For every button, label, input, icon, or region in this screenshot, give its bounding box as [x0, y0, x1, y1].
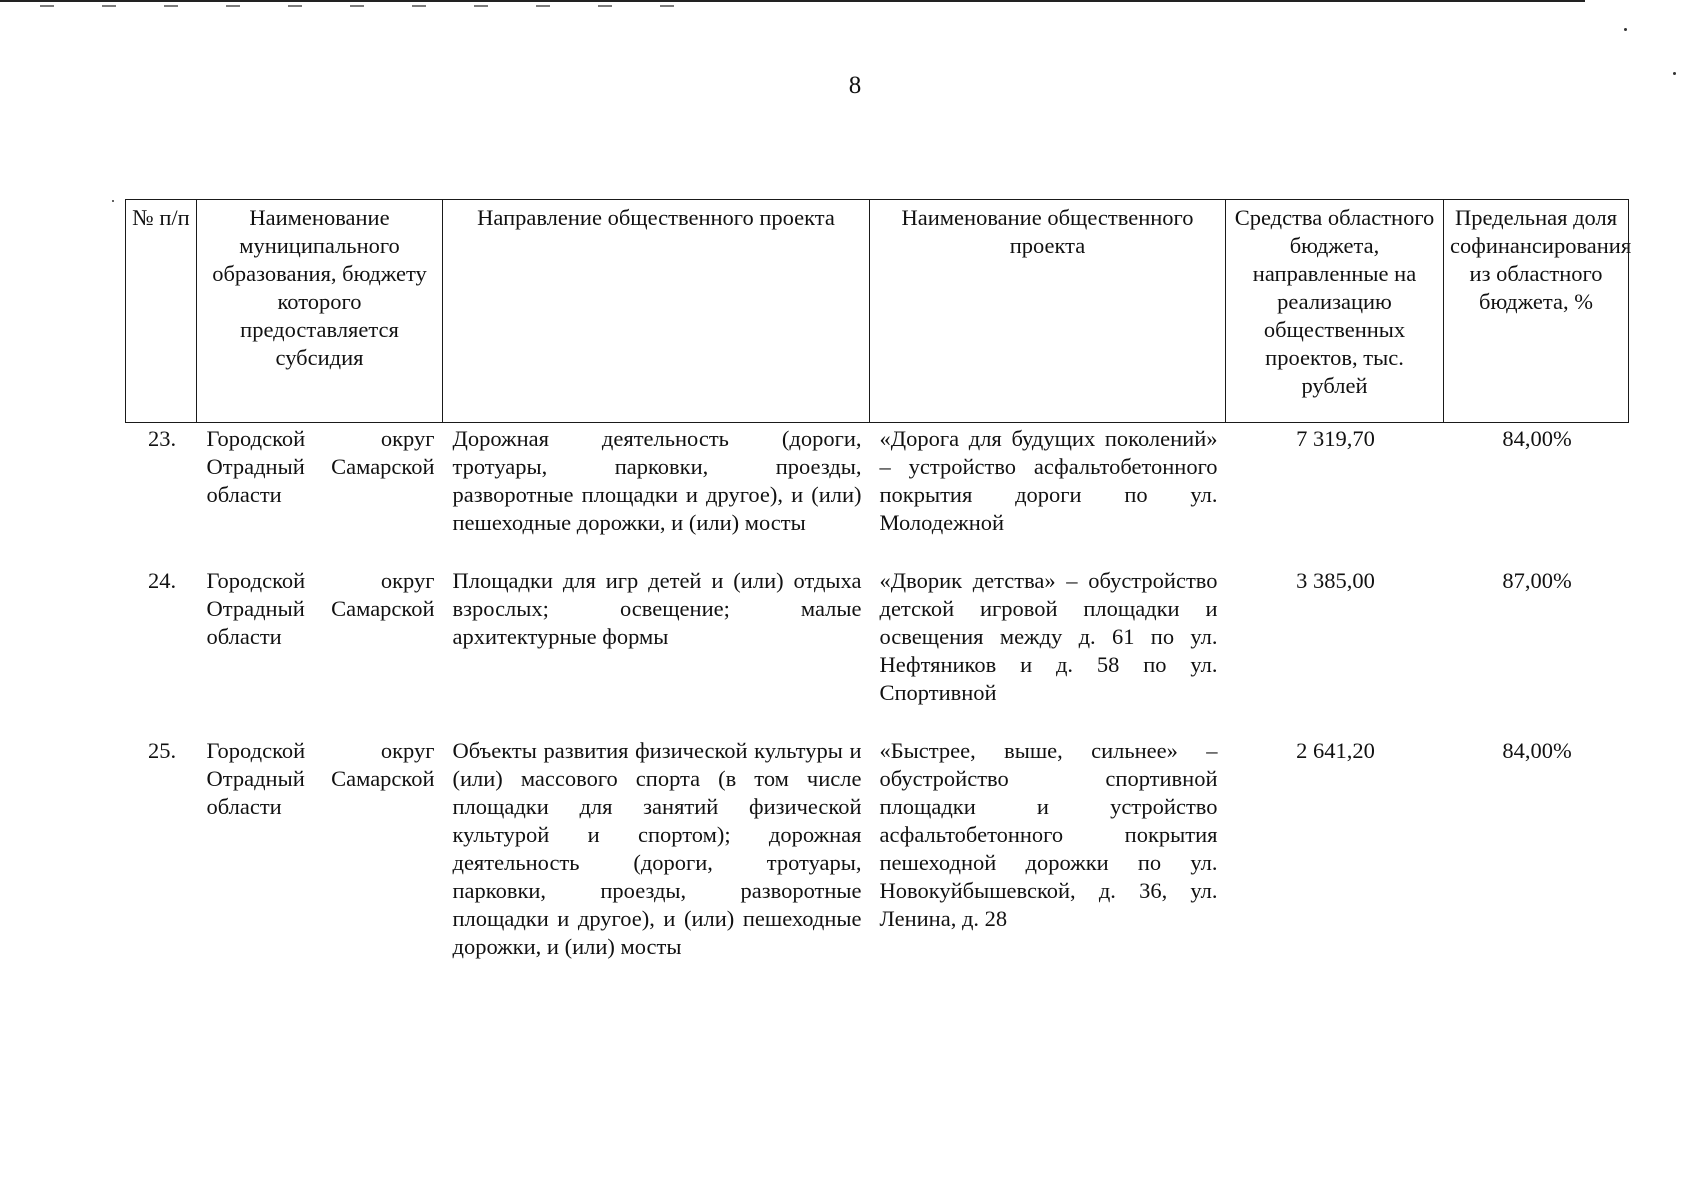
row-municipality: Городской округ Отрадный Самарской области [206, 426, 435, 507]
row-funds: 2 641,20 [1296, 738, 1375, 763]
header-share: Предельная доля софинансирования из областного бюджета, % [1444, 200, 1629, 423]
row-share: 84,00% [1502, 738, 1572, 763]
row-municipality: Городской округ Отрадный Самарской области [206, 568, 435, 649]
row-share: 84,00% [1502, 426, 1572, 451]
scan-speck [112, 200, 114, 202]
header-direction: Направление общественного проекта [443, 200, 870, 423]
table-row [126, 735, 1629, 989]
table-row [126, 423, 1629, 566]
header-project: Наименование общественного проекта [870, 200, 1226, 423]
row-direction: Объекты развития физической культуры и (или) массового спорта (в том числе площадки для занятий физической культурой и спортом); дорожная деятельность (дороги, тротуары, парковки, проезды, разворотные площадки и другое), и (или) пешеходные дорожки, и (или) мосты [452, 738, 862, 959]
page-number: 8 [848, 72, 862, 99]
row-num: 23. [147, 426, 177, 451]
scan-border-line [0, 0, 1585, 2]
row-share: 87,00% [1502, 568, 1572, 593]
table-header-row [126, 200, 1629, 423]
row-num: 25. [147, 738, 177, 763]
row-direction: Дорожная деятельность (дороги, тротуары, парковки, проезды, разворотные площадки и другое), и (или) пешеходные дорожки, и (или) мосты [452, 426, 862, 535]
header-num: № п/п [126, 200, 197, 423]
row-project: «Быстрее, выше, сильнее» – обустройство спортивной площадки и устройство асфальтобетонного покрытия пешеходной дорожки по ул. Новокуйбышевской, д. 36, ул. Ленина, д. 28 [879, 738, 1218, 931]
row-num: 24. [147, 568, 177, 593]
subsidy-table [125, 199, 1632, 989]
row-project: «Дворик детства» – обустройство детской игровой площадки и освещения между д. 61 по ул. Нефтяников и д. 58 по ул. Спортивной [879, 568, 1218, 705]
header-funds: Средства областного бюджета, направленные на реализацию общественных проектов, тыс. рублей [1226, 200, 1444, 423]
row-project: «Дорога для будущих поколений» – устройство асфальтобетонного покрытия дороги по ул. Молодежной [879, 426, 1218, 535]
scan-speck [1624, 28, 1627, 31]
header-municipality: Наименование муниципального образования, бюджету которого предоставляется субсидия [197, 200, 443, 423]
table-row [126, 565, 1629, 735]
row-direction: Площадки для игр детей и (или) отдыха взрослых; освещение; малые архитектурные формы [452, 568, 862, 649]
row-funds: 3 385,00 [1296, 568, 1375, 593]
row-municipality: Городской округ Отрадный Самарской области [206, 738, 435, 819]
scan-artifact-dashes [40, 5, 700, 7]
row-funds: 7 319,70 [1296, 426, 1375, 451]
